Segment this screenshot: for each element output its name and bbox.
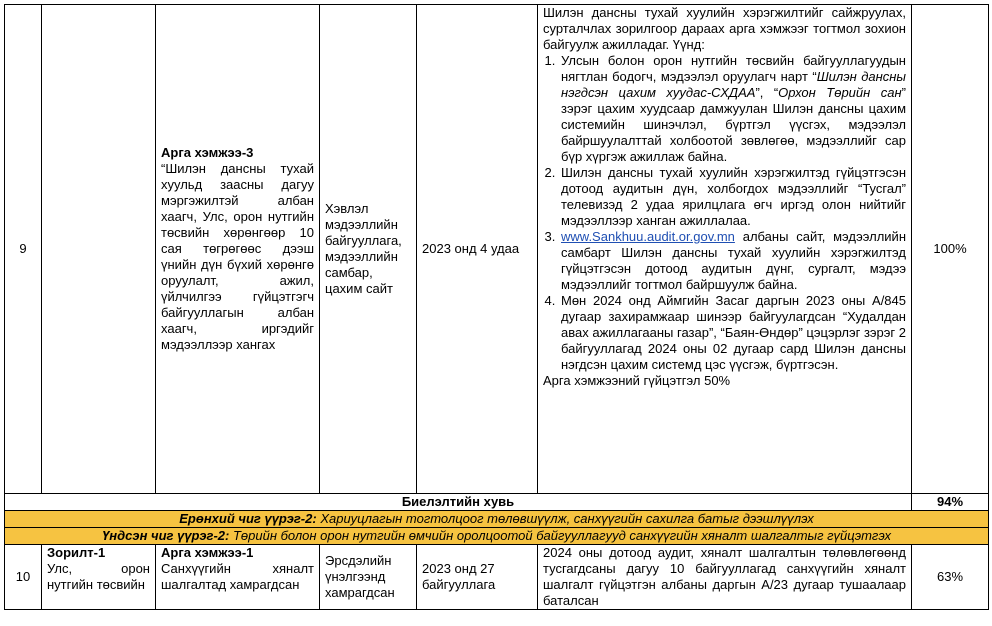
report-table: [4, 4, 989, 610]
row-number: 9: [19, 241, 27, 256]
list-item-text: ” зэрэг цахим хуудсаар дамжуулан Шилэн дансны цахим системийн шинэчлэл, бүртгэл үүсгэх, мэдээлэл байршуулалттай холбоотой зөвлөгөө, мэдээллийг сар бүр хүргэж ажиллаж байна.: [561, 85, 906, 164]
channel-text: Хэвлэл мэдээллийн байгууллага, мэдээллийн самбар, цахим сайт: [325, 201, 402, 296]
list-item-text: Шилэн дансны тухай хуулийн хэрэгжилтэд гүйцэтгэсэн дотоод аудитын дүн, холбогдох мэдээллийг “Тусгал” телевизэд 2 удаа ярилцлага өгч иргэд олон нийтийг мэдээллээр ханган ажиллалаа.: [561, 165, 906, 228]
general-function-band: [5, 511, 989, 528]
measure-title: Арга хэмжээ-1: [161, 545, 254, 560]
measure-cell: [156, 545, 320, 610]
band-prefix: Ерөнхий чиг үүрэг-2:: [179, 511, 317, 526]
list-item-text: Улсын болон орон нутгийн төсвийн байгууллагуудын нягтлан бодогч, мэдээлэл оруулагч нарт “: [561, 53, 906, 84]
description-intro: Шилэн дансны тухай хуулийн хэрэгжилтийг сайжруулах, сурталчлах зорилгоор дараах арга хэмжээг тогтмол зохион байгуулж ажилладаг. Үүнд:: [543, 5, 906, 52]
list-item-text: Мөн 2024 онд Аймгийн Засаг даргын 2023 оны А/845 дугаар захирамжаар шинээр байгуулагдсан “Худалдан авах ажиллагааны газар”, “Баян-Өндөр” цэцэрлэг зэрэг 2 байгууллагад 2024 оны 02 дугаар сард Шилэн дансны нэгдсэн цахим системд цэс үүсгэж, бүртгэсэн.: [561, 293, 906, 372]
measure-text: “Шилэн дансны тухай хуульд заасны дагуу мэргэжилтэй албан хаагч, Улс, орон нутгийн төсвийн хөрөнгөөр 10 сая төгрөгөөс дээш үнийн дүн бүхий хөрөнгө оруулалт, ажил, үйлчилгээ гүйцэтгэгч байгууллагын албан хаагч, иргэдийг мэдээллээр хангах: [161, 161, 314, 352]
channel-text: Эрсдэлийн үнэлгээнд хамрагдсан: [325, 553, 395, 600]
description-cell: [538, 545, 912, 610]
summary-label-cell: [5, 494, 912, 511]
function-band-row: [5, 528, 989, 545]
goal-text: Улс, орон нутгийн төсвийн: [47, 561, 150, 592]
description-text: 2024 оны дотоод аудит, хяналт шалгалтын төлөвлөгөөнд тусгагдсаны дагуу 10 байгууллагад санхүүгийн хяналт шалгалт гүйцэтгэн албаны даргын А/23 дугаар тушаалаар баталсан: [543, 545, 906, 608]
site-name: Шилэн дансны нэгдсэн цахим хуудас-СХДАА: [561, 69, 906, 100]
summary-row: [5, 494, 989, 511]
summary-label: Биелэлтийн хувь: [401, 494, 515, 509]
percent-value: 100%: [933, 241, 967, 256]
summary-value-cell: [912, 494, 989, 511]
goal-cell: [42, 5, 156, 494]
row-number-cell: [5, 545, 42, 610]
band-text: Төрийн болон орон нутгийн өмчийн оролцоотой байгууллагууд санхүүгийн хяналт шалгалтыг гүйцэтгэх: [229, 528, 891, 543]
list-item: [559, 165, 906, 229]
description-cell: [538, 5, 912, 494]
main-function-band: [5, 528, 989, 545]
list-item: [559, 53, 906, 165]
frequency-text: 2023 онд 4 удаа: [422, 241, 520, 256]
percent-cell: [912, 545, 989, 610]
channel-cell: [320, 545, 417, 610]
channel-cell: [320, 5, 417, 494]
frequency-cell: [417, 5, 538, 494]
goal-cell: [42, 545, 156, 610]
row-number: 10: [15, 569, 31, 584]
completion-note: Арга хэмжээний гүйцэтгэл 50%: [543, 373, 731, 388]
list-item: [559, 229, 906, 293]
function-band-row: [5, 511, 989, 528]
band-prefix: Үндсэн чиг үүрэг-2:: [102, 528, 230, 543]
site-name: Орхон Төрийн сан: [778, 85, 902, 100]
website-link[interactable]: www.Sankhuu.audit.or.gov.mn: [561, 229, 735, 244]
frequency-text: 2023 онд 27 байгууллага: [422, 561, 496, 592]
description-list: [543, 53, 906, 373]
measure-text: Санхүүгийн хяналт шалгалтад хамрагдсан: [161, 561, 314, 592]
measure-title: Арга хэмжээ-3: [161, 145, 254, 160]
list-item: [559, 293, 906, 373]
frequency-cell: [417, 545, 538, 610]
band-text: Хариуцлагын тогтолцоог төлөвшүүлж, санхүүгийн сахилга батыг дээшлүүлэх: [316, 511, 814, 526]
list-item-text: ”, “: [755, 85, 779, 100]
table-row: [5, 545, 989, 610]
table-row: [5, 5, 989, 494]
row-number-cell: [5, 5, 42, 494]
list-item-text: албаны сайт, мэдээллийн самбарт Шилэн дансны тухай хуулийн хэрэгжилтэд гүйцэтгэсэн дотоод аудитын дүнг, сургалт, мэдээ мэдээллийг тогтмол байршуулж байна.: [561, 229, 906, 292]
measure-cell: [156, 5, 320, 494]
goal-title: Зорилт-1: [47, 545, 106, 560]
percent-value: 63%: [936, 569, 964, 584]
summary-value: 94%: [936, 494, 964, 509]
percent-cell: [912, 5, 989, 494]
